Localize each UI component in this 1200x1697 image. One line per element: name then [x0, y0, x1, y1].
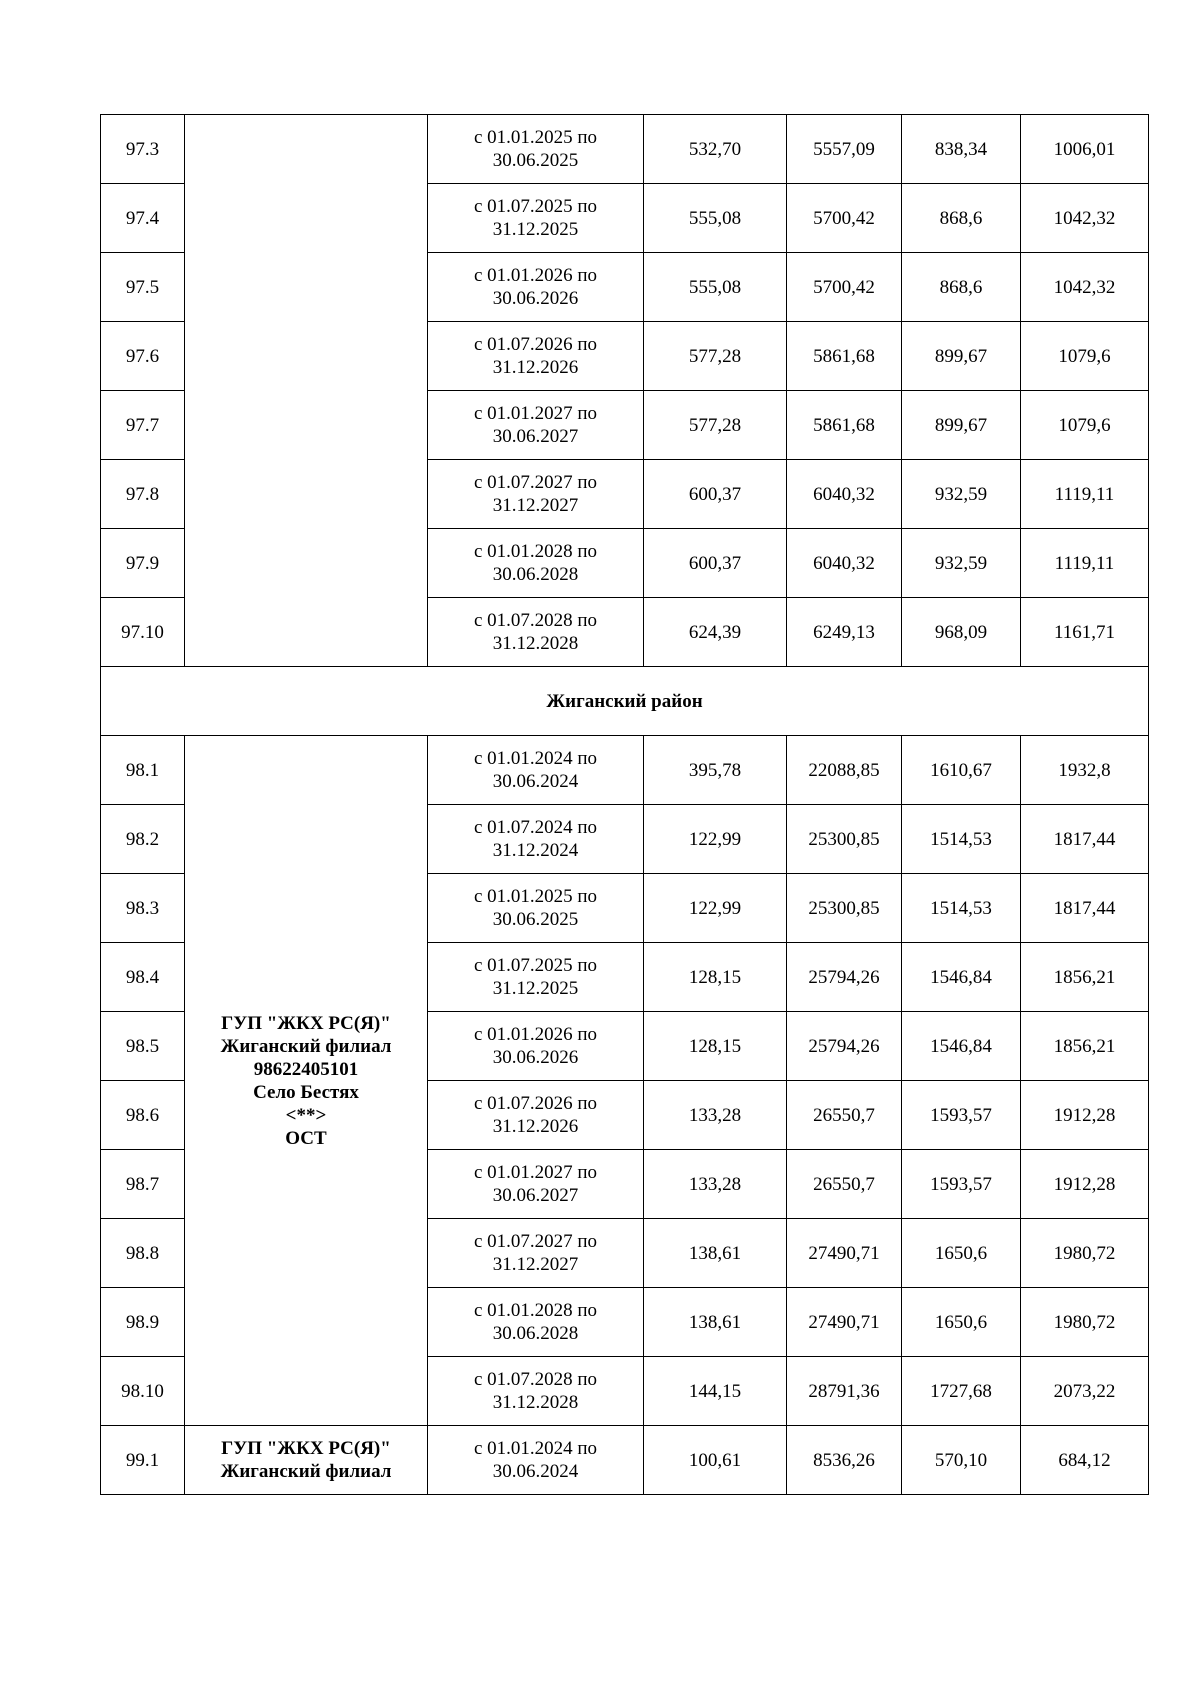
period-line: с 01.07.2025 по — [473, 196, 598, 217]
value-cell-1: 138,61 — [644, 1219, 787, 1288]
row-number: 97.8 — [101, 460, 185, 529]
value-cell-4: 1042,32 — [1021, 184, 1149, 253]
organization-line: Село Бестях — [253, 1081, 359, 1103]
value-cell-3: 899,67 — [902, 322, 1021, 391]
value-cell-1: 122,99 — [644, 805, 787, 874]
row-number: 98.1 — [101, 736, 185, 805]
table-row — [101, 1426, 1149, 1495]
period-line: 30.06.2028 — [492, 564, 579, 585]
organization-line: <**> — [285, 1104, 327, 1126]
value-cell-4: 1817,44 — [1021, 874, 1149, 943]
organization-cell — [185, 1426, 428, 1495]
row-number: 97.10 — [101, 598, 185, 667]
period-line: 31.12.2026 — [492, 357, 579, 378]
period-line: 30.06.2027 — [492, 1185, 579, 1206]
value-cell-1: 128,15 — [644, 943, 787, 1012]
period-line: 31.12.2027 — [492, 495, 579, 516]
district-title: Жиганский район — [101, 667, 1149, 736]
value-cell-3: 838,34 — [902, 115, 1021, 184]
period-line: 30.06.2028 — [492, 1323, 579, 1344]
value-cell-4: 1980,72 — [1021, 1219, 1149, 1288]
value-cell-1: 122,99 — [644, 874, 787, 943]
period-cell — [428, 598, 644, 667]
value-cell-4: 1856,21 — [1021, 1012, 1149, 1081]
period-line: с 01.07.2028 по — [473, 610, 598, 631]
value-cell-4: 1856,21 — [1021, 943, 1149, 1012]
value-cell-4: 1079,6 — [1021, 391, 1149, 460]
period-cell — [428, 736, 644, 805]
value-cell-3: 1727,68 — [902, 1357, 1021, 1426]
period-line: с 01.01.2026 по — [473, 265, 598, 286]
period-line: 30.06.2027 — [492, 426, 579, 447]
period-line: с 01.01.2026 по — [473, 1024, 598, 1045]
value-cell-2: 25794,26 — [787, 1012, 902, 1081]
period-cell — [428, 460, 644, 529]
value-cell-2: 27490,71 — [787, 1219, 902, 1288]
value-cell-3: 570,10 — [902, 1426, 1021, 1495]
period-cell — [428, 1288, 644, 1357]
organization-line: ГУП "ЖКХ РС(Я)" — [221, 1012, 391, 1034]
value-cell-4: 1980,72 — [1021, 1288, 1149, 1357]
period-line: 31.12.2028 — [492, 1392, 579, 1413]
value-cell-2: 27490,71 — [787, 1288, 902, 1357]
value-cell-2: 25794,26 — [787, 943, 902, 1012]
value-cell-2: 6040,32 — [787, 529, 902, 598]
organization-line: Жиганский филиал — [220, 1461, 392, 1482]
organization-line: Жиганский филиал — [220, 1035, 392, 1057]
value-cell-3: 1650,6 — [902, 1219, 1021, 1288]
value-cell-2: 5557,09 — [787, 115, 902, 184]
value-cell-4: 1912,28 — [1021, 1081, 1149, 1150]
value-cell-1: 555,08 — [644, 184, 787, 253]
value-cell-3: 968,09 — [902, 598, 1021, 667]
value-cell-2: 5700,42 — [787, 253, 902, 322]
period-line: с 01.01.2028 по — [473, 1300, 598, 1321]
value-cell-1: 100,61 — [644, 1426, 787, 1495]
period-cell — [428, 529, 644, 598]
period-line: 31.12.2028 — [492, 633, 579, 654]
value-cell-1: 577,28 — [644, 391, 787, 460]
period-line: 30.06.2026 — [492, 1047, 579, 1068]
value-cell-2: 5700,42 — [787, 184, 902, 253]
row-number: 97.5 — [101, 253, 185, 322]
period-cell — [428, 391, 644, 460]
period-cell — [428, 874, 644, 943]
period-line: с 01.07.2027 по — [473, 1231, 598, 1252]
value-cell-1: 138,61 — [644, 1288, 787, 1357]
row-number: 97.9 — [101, 529, 185, 598]
value-cell-4: 1079,6 — [1021, 322, 1149, 391]
value-cell-1: 532,70 — [644, 115, 787, 184]
value-cell-3: 899,67 — [902, 391, 1021, 460]
value-cell-1: 600,37 — [644, 529, 787, 598]
row-number: 98.5 — [101, 1012, 185, 1081]
organization-line: 98622405101 — [253, 1058, 359, 1080]
organization-line: ГУП "ЖКХ РС(Я)" — [221, 1438, 391, 1459]
period-cell — [428, 184, 644, 253]
row-number: 98.8 — [101, 1219, 185, 1288]
row-number: 97.7 — [101, 391, 185, 460]
value-cell-3: 1593,57 — [902, 1081, 1021, 1150]
organization-cell — [185, 736, 428, 1426]
period-line: 30.06.2024 — [492, 771, 579, 792]
organization-line: ОСТ — [285, 1127, 327, 1149]
period-line: с 01.01.2025 по — [473, 127, 598, 148]
value-cell-3: 1650,6 — [902, 1288, 1021, 1357]
value-cell-4: 1912,28 — [1021, 1150, 1149, 1219]
value-cell-4: 2073,22 — [1021, 1357, 1149, 1426]
row-number: 98.3 — [101, 874, 185, 943]
row-number: 99.1 — [101, 1426, 185, 1495]
value-cell-4: 684,12 — [1021, 1426, 1149, 1495]
value-cell-3: 932,59 — [902, 529, 1021, 598]
row-number: 98.2 — [101, 805, 185, 874]
value-cell-3: 868,6 — [902, 253, 1021, 322]
value-cell-2: 8536,26 — [787, 1426, 902, 1495]
value-cell-4: 1161,71 — [1021, 598, 1149, 667]
period-cell — [428, 1150, 644, 1219]
table-row — [101, 736, 1149, 805]
period-line: с 01.01.2025 по — [473, 886, 598, 907]
value-cell-1: 555,08 — [644, 253, 787, 322]
value-cell-1: 133,28 — [644, 1081, 787, 1150]
period-line: с 01.01.2027 по — [473, 1162, 598, 1183]
value-cell-2: 6040,32 — [787, 460, 902, 529]
value-cell-1: 133,28 — [644, 1150, 787, 1219]
value-cell-2: 6249,13 — [787, 598, 902, 667]
value-cell-3: 868,6 — [902, 184, 1021, 253]
tariff-table-body — [101, 115, 1149, 1495]
value-cell-4: 1042,32 — [1021, 253, 1149, 322]
value-cell-2: 22088,85 — [787, 736, 902, 805]
period-line: с 01.01.2027 по — [473, 403, 598, 424]
period-line: с 01.01.2024 по — [473, 748, 598, 769]
period-cell — [428, 943, 644, 1012]
value-cell-2: 26550,7 — [787, 1081, 902, 1150]
value-cell-3: 1593,57 — [902, 1150, 1021, 1219]
value-cell-3: 1546,84 — [902, 1012, 1021, 1081]
value-cell-4: 1817,44 — [1021, 805, 1149, 874]
value-cell-2: 25300,85 — [787, 874, 902, 943]
table-row — [101, 115, 1149, 184]
period-cell — [428, 115, 644, 184]
period-line: с 01.07.2026 по — [473, 334, 598, 355]
value-cell-2: 5861,68 — [787, 391, 902, 460]
value-cell-3: 1514,53 — [902, 805, 1021, 874]
value-cell-3: 1610,67 — [902, 736, 1021, 805]
district-row — [101, 667, 1149, 736]
period-cell — [428, 1219, 644, 1288]
organization-cell — [185, 115, 428, 667]
period-line: с 01.07.2025 по — [473, 955, 598, 976]
period-line: 31.12.2025 — [492, 978, 579, 999]
value-cell-3: 1546,84 — [902, 943, 1021, 1012]
period-line: с 01.07.2028 по — [473, 1369, 598, 1390]
value-cell-1: 395,78 — [644, 736, 787, 805]
period-cell — [428, 1426, 644, 1495]
row-number: 98.7 — [101, 1150, 185, 1219]
value-cell-1: 577,28 — [644, 322, 787, 391]
period-line: с 01.01.2024 по — [473, 1438, 598, 1459]
period-line: с 01.07.2024 по — [473, 817, 598, 838]
row-number: 97.6 — [101, 322, 185, 391]
value-cell-3: 1514,53 — [902, 874, 1021, 943]
value-cell-2: 25300,85 — [787, 805, 902, 874]
period-cell — [428, 1012, 644, 1081]
row-number: 98.10 — [101, 1357, 185, 1426]
value-cell-1: 144,15 — [644, 1357, 787, 1426]
period-cell — [428, 322, 644, 391]
value-cell-2: 5861,68 — [787, 322, 902, 391]
value-cell-2: 26550,7 — [787, 1150, 902, 1219]
row-number: 98.9 — [101, 1288, 185, 1357]
period-line: 30.06.2025 — [492, 150, 579, 171]
period-line: с 01.07.2027 по — [473, 472, 598, 493]
row-number: 98.4 — [101, 943, 185, 1012]
row-number: 97.3 — [101, 115, 185, 184]
row-number: 97.4 — [101, 184, 185, 253]
value-cell-1: 600,37 — [644, 460, 787, 529]
period-cell — [428, 253, 644, 322]
period-line: 30.06.2024 — [492, 1461, 579, 1482]
period-cell — [428, 805, 644, 874]
period-line: с 01.01.2028 по — [473, 541, 598, 562]
period-line: 31.12.2026 — [492, 1116, 579, 1137]
value-cell-1: 128,15 — [644, 1012, 787, 1081]
row-number: 98.6 — [101, 1081, 185, 1150]
period-line: 31.12.2027 — [492, 1254, 579, 1275]
period-cell — [428, 1081, 644, 1150]
period-line: 30.06.2026 — [492, 288, 579, 309]
value-cell-4: 1932,8 — [1021, 736, 1149, 805]
value-cell-3: 932,59 — [902, 460, 1021, 529]
value-cell-4: 1119,11 — [1021, 460, 1149, 529]
period-line: с 01.07.2026 по — [473, 1093, 598, 1114]
value-cell-2: 28791,36 — [787, 1357, 902, 1426]
value-cell-4: 1006,01 — [1021, 115, 1149, 184]
period-line: 31.12.2025 — [492, 219, 579, 240]
period-line: 31.12.2024 — [492, 840, 579, 861]
tariff-table — [100, 114, 1149, 1495]
period-cell — [428, 1357, 644, 1426]
value-cell-4: 1119,11 — [1021, 529, 1149, 598]
period-line: 30.06.2025 — [492, 909, 579, 930]
value-cell-1: 624,39 — [644, 598, 787, 667]
